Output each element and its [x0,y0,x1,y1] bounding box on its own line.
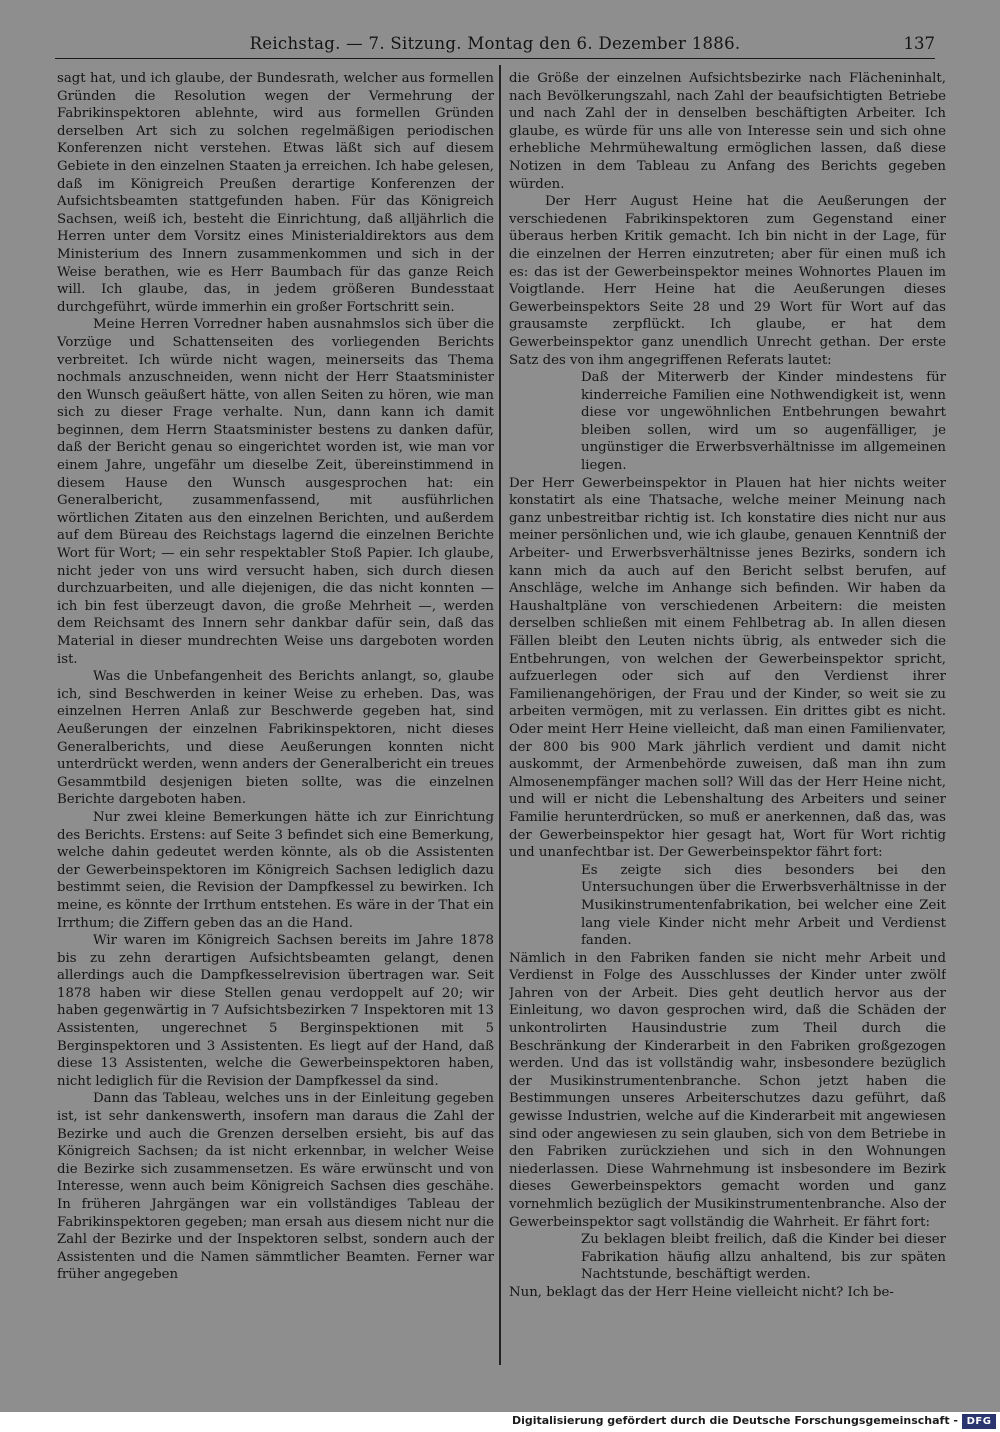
paragraph: Dann das Tableau, welches uns in der Einleitung gegeben ist, ist sehr dankenswerth, insofern man daraus die Zahl der Bezirke und auch die Grenzen derselben ersieht, bis auf das Königreich Sachsen; da ist nicht erkennbar, in welcher Weise die Bezirke sich zusammensetzen. Es wäre erwünscht und von Interesse, wenn auch beim Königreich Sachsen dies geschähe. In früheren Jahrgängen war ein vollständiges Tableau der Fabrikinspektoren gegeben; man ersah aus diesem nicht nur die Zahl der Bezirke und der Inspektoren selbst, sondern auch der Assistenten und die Namen sämmtlicher Beamten. Ferner war früher angegeben [57,1091,494,1283]
paragraph: Nun, beklagt das der Herr Heine vielleicht nicht? Ich be- [509,1284,894,1300]
paragraph: Nur zwei kleine Bemerkungen hätte ich zur Einrichtung des Berichts. Erstens: auf Seite 3 befindet sich eine Bemerkung, welche dahin gedeutet werden könnte, als ob die Assistenten der Gewerbeinspektoren im Königreich Sachsen lediglich dazu bestimmt seien, die Revision der Dampfkessel zu bewirken. Ich meine, es könnte der Irrthum entstehen. Es wäre in der That ein Irrthum; die Ziffern geben das an die Hand. [57,809,494,931]
paragraph: Der Herr August Heine hat die Aeußerungen der verschiedenen Fabrikinspektoren zum Gegenstand einer überaus herben Kritik gemacht. Ich bin nicht in der Lage, für die einzelnen der Herren einzutreten; aber für einen muß ich es: das ist der Gewerbeinspektor meines Wohnortes Plauen im Voigtlande. Herr Heine hat die Aeußerungen dieses Gewerbeinspektors Seite 28 und 29 Wort für Wort auf das grausamste zerpflückt. Ich glaube, er hat dem Gewerbeinspektor ganz unendlich Unrecht gethan. Der erste Satz des von ihm angegriffenen Referats lautet: [509,194,946,368]
quotation: Es zeigte sich dies besonders bei den Untersuchungen über die Erwerbsverhältnisse in der Musikinstrumentenfabrikation, bei welcher eine Zeit lang viele Kinder nicht mehr Arbeit und Verdienst fanden. [581,862,946,949]
left-column [57,70,494,1370]
column-divider [499,65,501,1365]
paragraph: Was die Unbefangenheit des Berichts anlangt, so, glaube ich, sind Beschwerden in keiner Weise zu erheben. Das, was einzelnen Herren Anlaß zur Beschwerde gegeben hat, sind Aeußerungen der einzelnen Fabrikinspektoren, nicht dieses Generalberichts, und diese Aeußerungen konnten nicht unterdrückt werden, wenn anders der Generalbericht ein treues Gesammtbild desjenigen bieten sollte, was die einzelnen Berichte dargeboten haben. [57,669,494,808]
funding-credit: Digitalisierung gefördert durch die Deutsche Forschungsgemeinschaft - [511,1414,958,1427]
paragraph: sagt hat, und ich glaube, der Bundesrath, welcher aus formellen Gründen die Resolution wegen der Vermehrung der Fabrikinspektoren ablehnte, wird aus formellen Gründen derselben Art sich zu solchen regelmäßigen periodischen Konferenzen nicht verstehen. Etwas läßt sich auf diesem Gebiete in den einzelnen Staaten ja erreichen. Ich habe gelesen, daß im Königreich Preußen derartige Konferenzen der Aufsichtsbeamten stattgefunden haben. Für das Königreich Sachsen, weiß ich, besteht die Einrichtung, daß alljährlich die Herren unter dem Vorsitz eines Ministerialdirektors aus dem Ministerium des Innern zusammenkommen und sich in der Weise berathen, wie es Herr Baumbach für das ganze Reich will. Ich glaube, das, in jedem größeren Bundesstaat durchgeführt, würde immerhin ein großer Fortschritt sein. [57,71,494,315]
paragraph: Der Herr Gewerbeinspektor in Plauen hat hier nichts weiter konstatirt als eine Thatsache, welche meiner Meinung nach ganz unbestreitbar richtig ist. Ich konstatire dies nicht nur aus meiner persönlichen und, wie ich glaube, genauen Kenntniß der Arbeiter- und Erwerbsverhältnisse jenes Bezirks, sondern ich kann mich da auch auf den Bericht selbst berufen, auf Anschläge, welche im Anhange sich befinden. Wir haben da Haushaltpläne von verschiedenen Arbeitern: die meisten derselben schließen mit einem Fehlbetrag ab. In allen diesen Fällen bleibt den Leuten nichts übrig, als entweder sich die Entbehrungen, von welchen der Gewerbeinspektor spricht, aufzuerlegen oder sich auf den Verdienst ihrer Familienangehörigen, der Frau und der Kinder, so weit sie zu arbeiten vermögen, mit zu verlassen. Ein drittes gibt es nicht. Oder meint Herr Heine vielleicht, daß man einen Familienvater, der 800 bis 900 Mark jährlich verdient und damit nicht auskommt, der Armenbehörde zuweisen, daß man ihn zum Almosenempfänger machen soll? Will das der Herr Heine nicht, und will er nicht die Lebenshaltung des Arbeiters und seiner Familie herunterdrücken, so muß er anerkennen, daß das, was der Gewerbeinspektor hier gesagt hat, Wort für Wort richtig und unanfechtbar ist. Der Gewerbeinspektor fährt fort: [509,475,946,861]
page-number: 137 [903,34,935,53]
right-column [509,70,946,1370]
page-header [55,32,935,59]
paragraph: Wir waren im Königreich Sachsen bereits im Jahre 1878 bis zu zehn derartigen Aufsichtsbeamten gelangt, denen allerdings auch die Dampfkesselrevision übertragen war. Seit 1878 haben wir diese Stellen genau verdoppelt auf 20; wir haben gegenwärtig in 7 Aufsichtsbezirken 7 Inspektoren mit 13 Assistenten, ungerechnet 5 Berginspektionen mit 5 Berginspektoren und 3 Assistenten. Es liegt auf der Hand, daß diese 13 Assistenten, welche die Gewerbeinspektoren haben, nicht lediglich für die Revision der Dampfkessel da sind. [57,933,494,1089]
running-head: Reichstag. — 7. Sitzung. Montag den 6. Dezember 1886. [249,34,741,53]
quotation: Zu beklagen bleibt freilich, daß die Kinder bei dieser Fabrikation häufig allzu anhaltend, bis zur späten Nachtstunde, beschäftigt werden. [581,1232,946,1283]
dfg-logo: DFG [962,1414,996,1429]
paragraph: die Größe der einzelnen Aufsichtsbezirke nach Flächeninhalt, nach Bevölkerungszahl, nach Zahl der beaufsichtigten Betriebe und nach Zahl der in denselben beschäftigten Arbeiter. Ich glaube, es würde für uns alle von Interesse sein und sich ohne erhebliche Mehrmühewaltung ermöglichen lassen, daß diese Notizen in dem Tableau zu Anfang des Berichts gegeben würden. [509,71,946,192]
quotation: Daß der Miterwerb der Kinder mindestens für kinderreiche Familien eine Nothwendigkeit ist, wenn diese vor ungewöhnlichen Entbehrungen bewahrt bleiben sollen, wird um so augenfälliger, je ungünstiger die Erwerbsverhältnisse im allgemeinen liegen. [581,370,946,474]
paragraph: Meine Herren Vorredner haben ausnahmslos sich über die Vorzüge und Schattenseiten des vorliegenden Berichts verbreitet. Ich würde nicht wagen, meinerseits das Thema nochmals anzuschneiden, wenn nicht der Herr Staatsminister den Wunsch geäußert hätte, von allen Seiten zu hören, wie man sich zu dieser Frage verhalte. Nun, dann kann ich damit beginnen, dem Herrn Staatsminister bestens zu danken dafür, daß der Bericht genau so eingerichtet worden ist, wie man vor einem Jahre, ungefähr um dieselbe Zeit, übereinstimmend in diesem Hause den Wunsch ausgesprochen hat: ein Generalbericht, zusammenfassend, mit ausführlichen wörtlichen Zitaten aus den einzelnen Berichten, und außerdem auf dem Büreau des Reichstags lagernd die einzelnen Berichte Wort für Wort; — ein sehr respektabler Stoß Papier. Ich glaube, nicht jeder von uns wird versucht haben, sich durch diesen durchzuarbeiten, und alle diejenigen, die das nicht konnten — ich bin fest überzeugt davon, die große Mehrheit —, werden dem Reichsamt des Innern sehr dankbar dafür sein, daß das Material in dieser mundrechten Weise uns dargeboten worden ist. [57,317,494,667]
footer-bar [0,1412,1000,1432]
paragraph: Nämlich in den Fabriken fanden sie nicht mehr Arbeit und Verdienst in Folge des Ausschlusses der Kinder unter zwölf Jahren von der Arbeit. Dies geht deutlich hervor aus der Einleitung, wo davon gesprochen wird, daß die Schäden der unkontrolirten Hausindustrie zum Theil durch die Beschränkung der Kinderarbeit in den Fabriken großgezogen werden. Und das ist vollständig wahr, insbesondere bezüglich der Musikinstrumentenbranche. Schon jetzt haben die Bestimmungen unseres Arbeiterschutzes dazu geführt, daß gewisse Industrien, welche auf die Kinderarbeit mit angewiesen sind oder angewiesen zu sein glauben, sich von dem Betriebe in den Fabriken zurückziehen und sich in den Wohnungen niederlassen. Diese Wahrnehmung ist insbesondere im Bezirk dieses Gewerbeinspektors gemacht worden und ganz vornehmlich bezüglich der Musikinstrumentenbranche. Also der Gewerbeinspektor sagt vollständig die Wahrheit. Er fährt fort: [509,950,946,1230]
